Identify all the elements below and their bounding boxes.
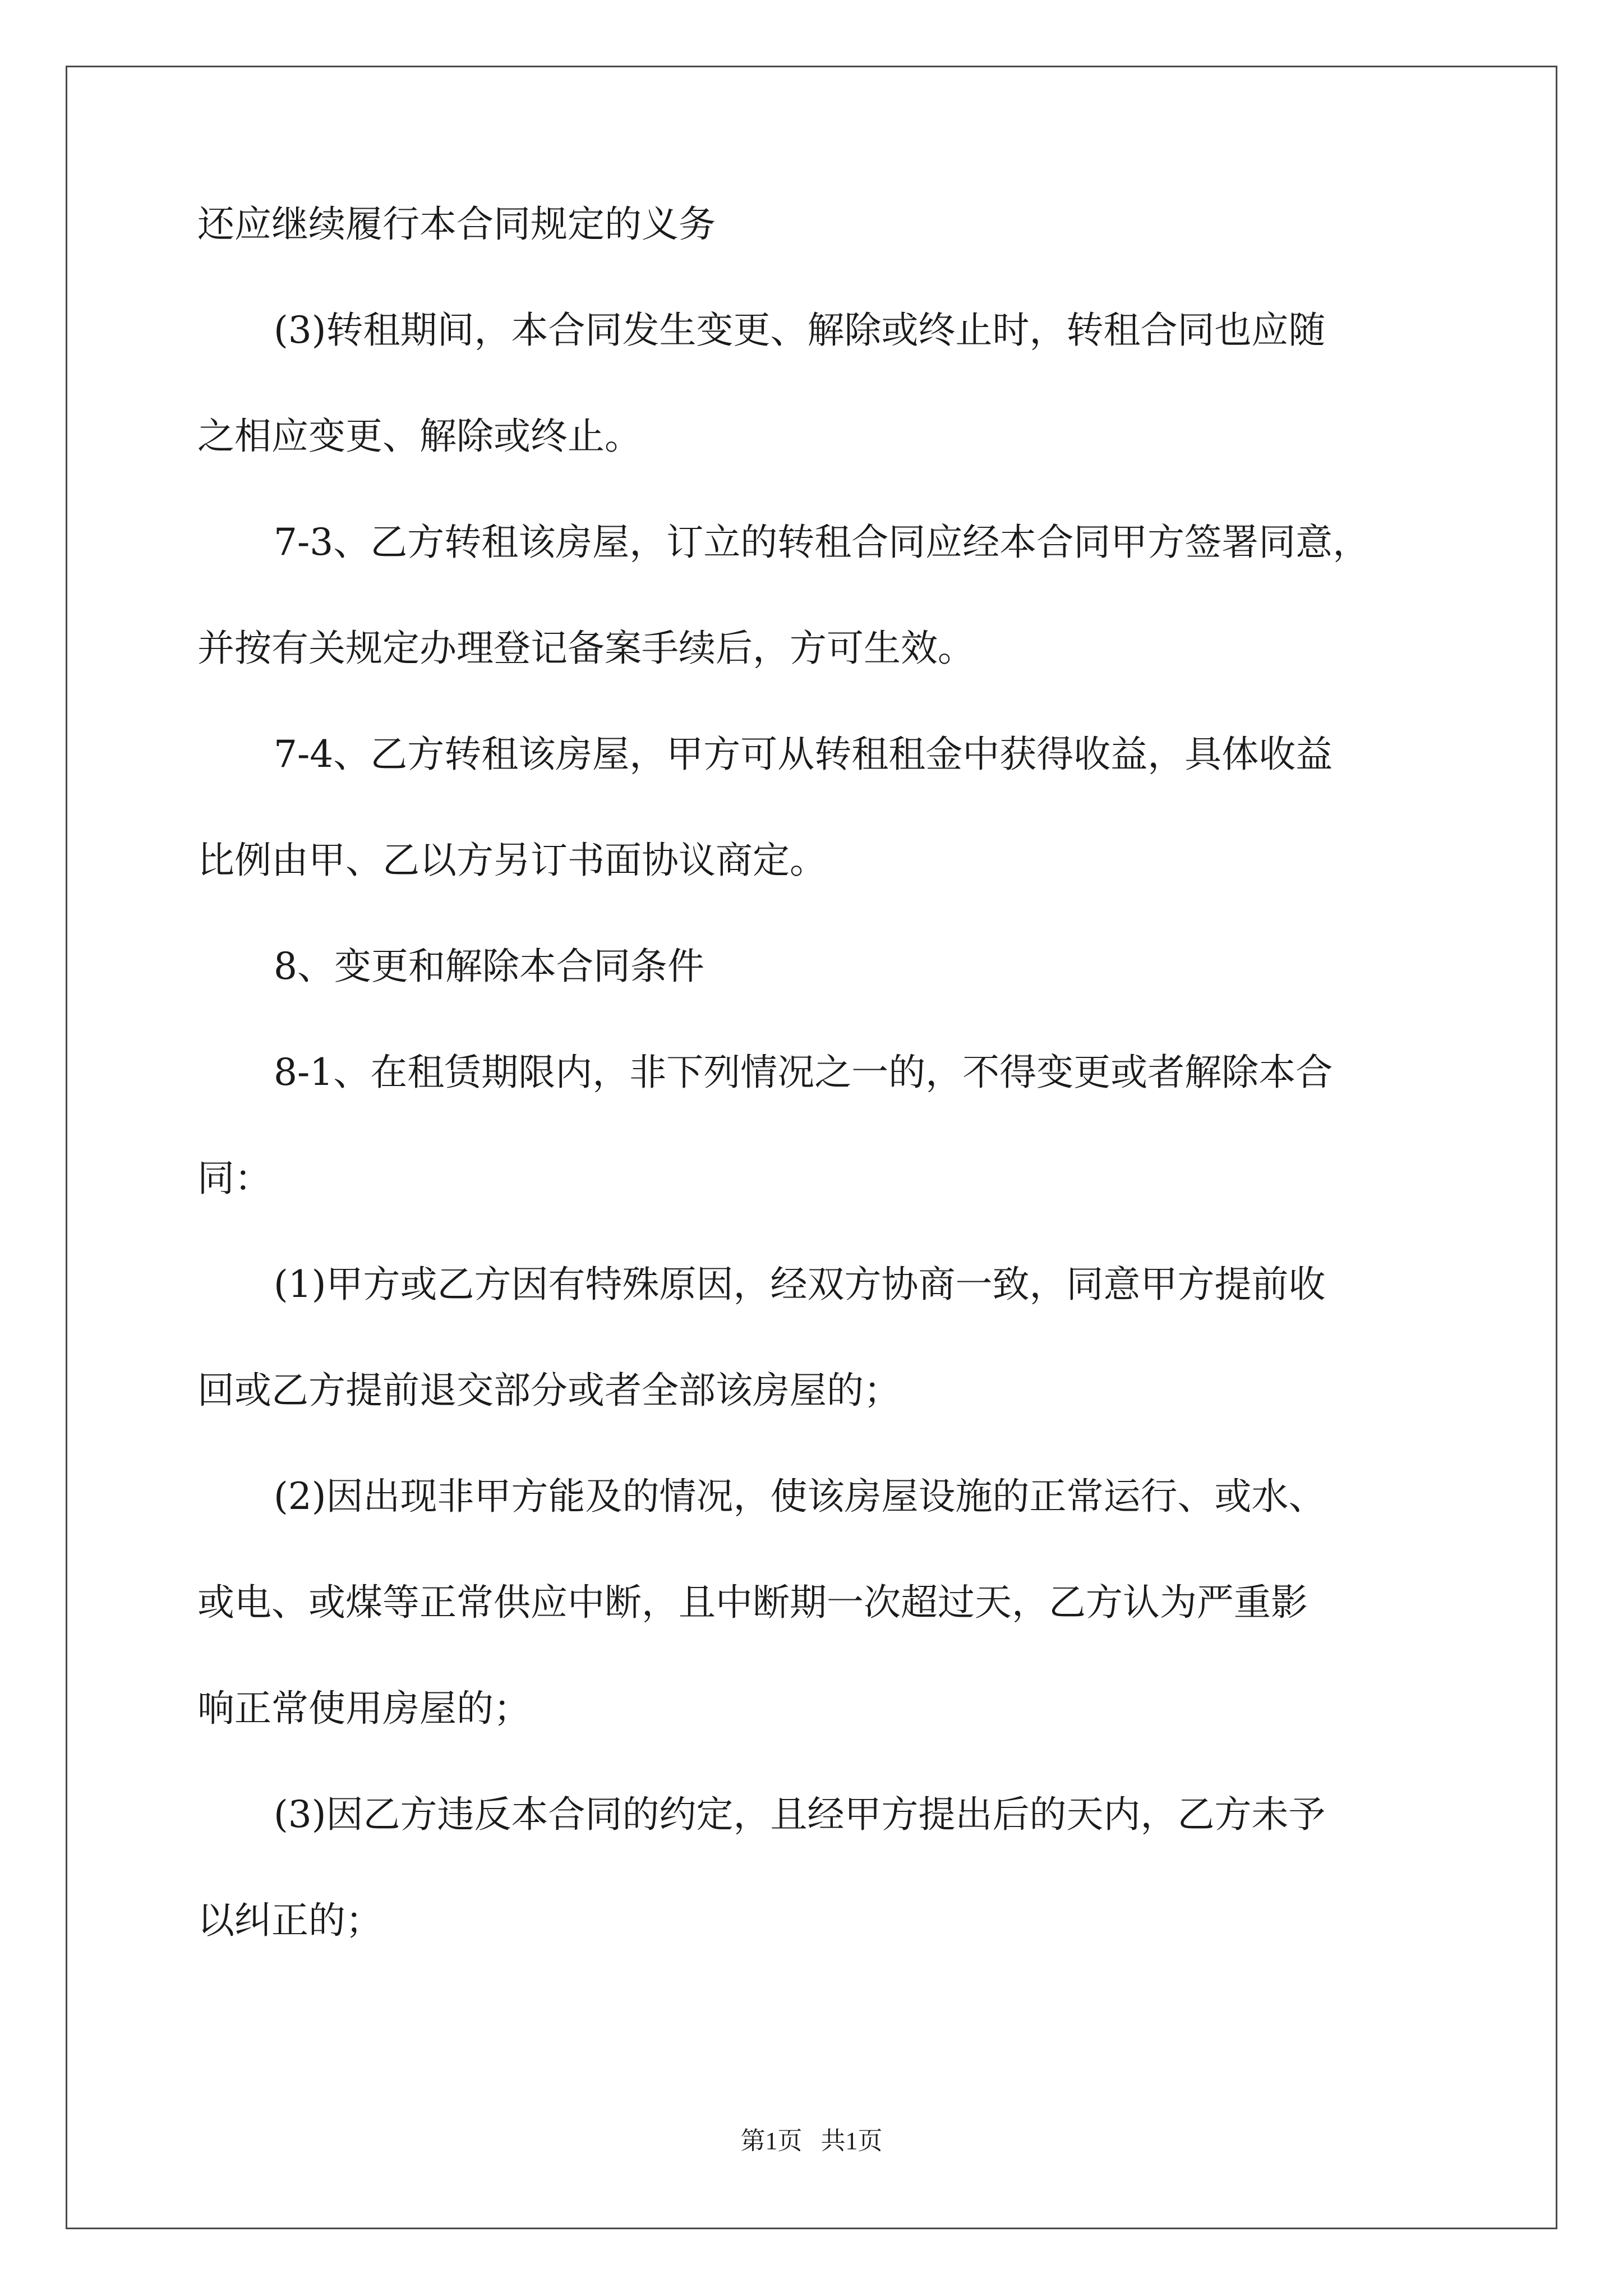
text-line-16: (3)因乙方违反本合同的约定，且经甲方提出后的天内，乙方未予 bbox=[274, 1793, 1326, 1836]
text-line-14: 或电、或煤等正常供应中断，且中断期一次超过天，乙方认为严重影 bbox=[197, 1581, 1308, 1624]
text-line-6: 7-4、乙方转租该房屋，甲方可从转租租金中获得收益，具体收益 bbox=[274, 733, 1333, 776]
text-line-10: 同： bbox=[197, 1157, 271, 1200]
text-line-11: (1)甲方或乙方因有特殊原因，经双方协商一致，同意甲方提前收 bbox=[274, 1263, 1326, 1306]
text-line-15: 响正常使用房屋的； bbox=[197, 1687, 531, 1730]
section-heading-8: 8、变更和解除本合同条件 bbox=[274, 945, 704, 988]
text-line-2: (3)转租期间，本合同发生变更、解除或终止时，转租合同也应随 bbox=[274, 309, 1326, 352]
text-line-12: 回或乙方提前退交部分或者全部该房屋的； bbox=[197, 1369, 901, 1412]
page-footer: 第1页 共1页 bbox=[740, 2127, 883, 2155]
text-line-13: (2)因出现非甲方能及的情况，使该房屋设施的正常运行、或水、 bbox=[274, 1475, 1326, 1518]
text-line-9: 8-1、在租赁期限内，非下列情况之一的，不得变更或者解除本合 bbox=[274, 1051, 1333, 1094]
text-line-5: 并按有关规定办理登记备案手续后，方可生效。 bbox=[197, 627, 975, 670]
text-line-1: 还应继续履行本合同规定的义务 bbox=[197, 203, 716, 246]
text-line-7: 比例由甲、乙以方另订书面协议商定。 bbox=[197, 839, 827, 882]
text-line-4: 7-3、乙方转租该房屋，订立的转租合同应经本合同甲方签署同意， bbox=[274, 521, 1370, 564]
text-line-3: 之相应变更、解除或终止。 bbox=[197, 415, 642, 458]
text-line-17: 以纠正的； bbox=[197, 1899, 382, 1942]
